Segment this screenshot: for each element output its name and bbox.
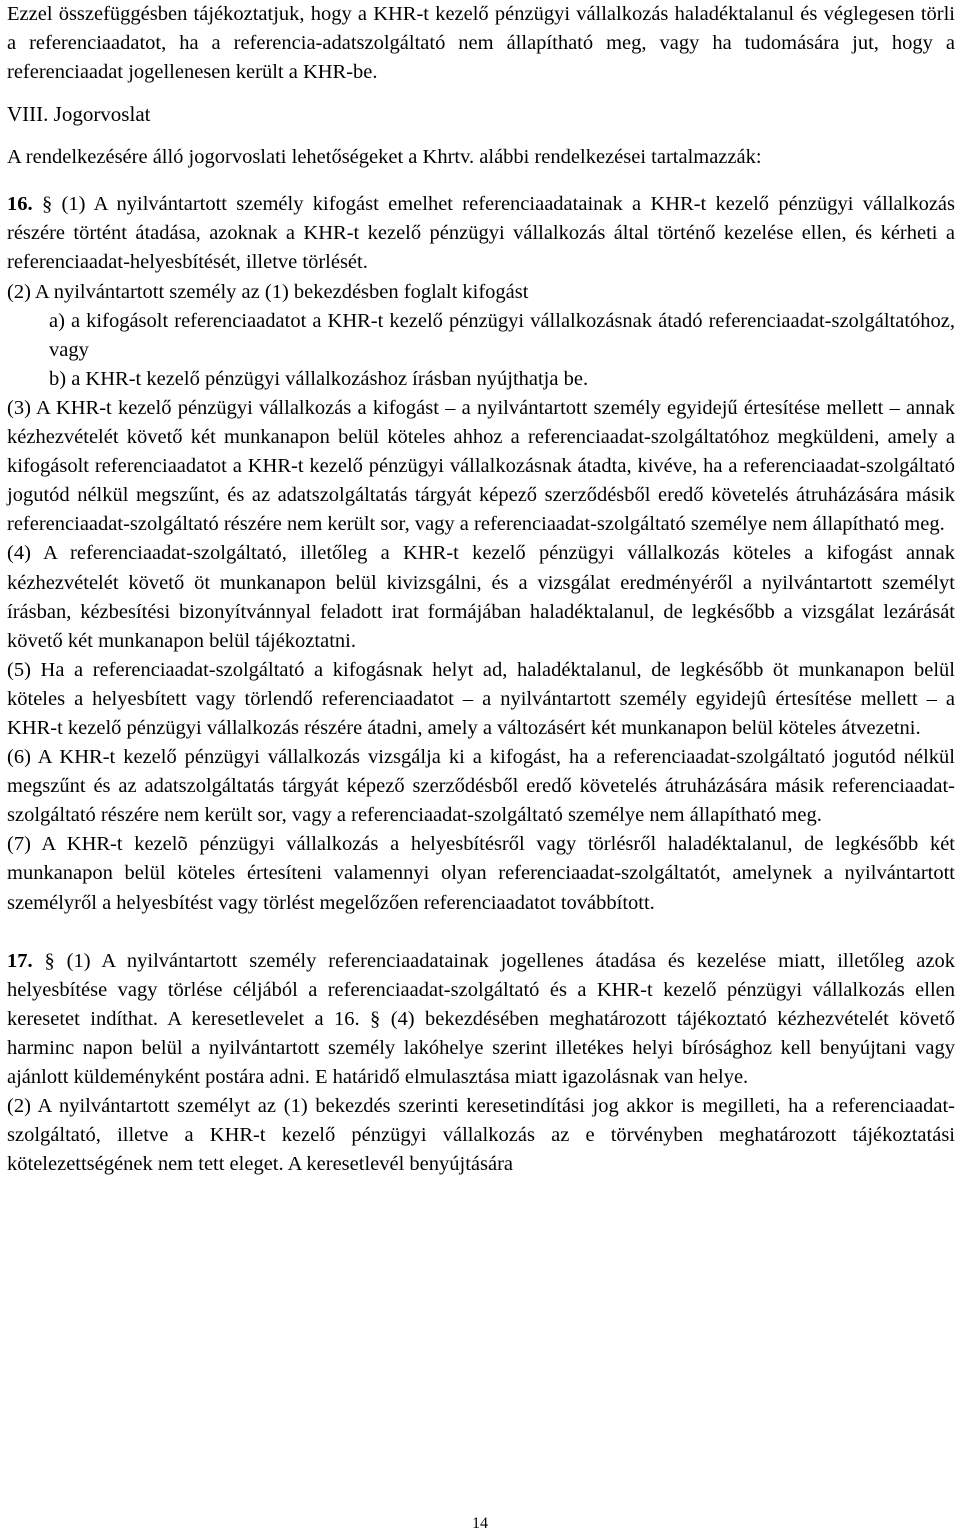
section-16-paragraph-2a: a) a kifogásolt referenciaadatot a KHR-t kezelő pénzügyi vállalkozásnak átadó referenciaadat-szolgáltatóhoz, vagy — [49, 309, 955, 361]
section-heading: VIII. Jogorvoslat — [7, 102, 151, 127]
section-16-paragraph-7: (7) A KHR-t kezelõ pénzügyi vállalkozás a helyesbítésről vagy törlésről haladéktalanul, de legkésőbb két munkanapon belül köteles értesíteni valamennyi olyan referenciaadat-szolgáltatót, amelynek a nyilvántartott személyről a helyesbítést vagy törlést megelőzően referenciaadatot továbbított. — [7, 833, 955, 914]
section-16-paragraph-2: (2) A nyilvántartott személy az (1) bekezdésben foglalt kifogást — [7, 280, 529, 303]
section-16-paragraph-4: (4) A referenciaadat-szolgáltató, illetőleg a KHR-t kezelő pénzügyi vállalkozás köteles a kifogást annak kézhezvételét követő öt munkanapon belül kivizsgálni, és a vizsgálat eredményéről a nyilvántartott személyt írásban, kézbesítési bizonyítvánnyal feladott irat formájában haladéktalanul, de legkésőbb a vizsgálat lezárását követő két munkanapon belül tájékoztatni. — [7, 542, 955, 652]
section-17-paragraph-2: (2) A nyilvántartott személyt az (1) bekezdés szerinti keresetindítási jog akkor is megilleti, ha a referenciaadat-szolgáltató, illetve a KHR-t kezelő pénzügyi vállalkozás az e törvényben meghatározott tájékoztatási kötelezettségének nem tett eleget. A keresetlevél benyújtására — [7, 1095, 955, 1176]
section-16-paragraph-1-text: § (1) A nyilvántartott személy kifogást emelhet referenciaadatainak a KHR-t kezelő pénzügyi vállalkozás részére történt átadása, azoknak a KHR-t kezelő pénzügyi vállalkozás által történő kezelése ellen, és kérheti a referenciaadat-helyesbítését, illetve törlését. — [7, 193, 955, 274]
section-17-paragraph-1 — [7, 947, 955, 1092]
section-16-paragraph-6: (6) A KHR-t kezelő pénzügyi vállalkozás vizsgálja ki a kifogást, ha a referenciaadat-szolgáltató jogutód nélkül megszűnt és az adatszolgáltatás tárgyát képező szerződésből eredő követelés átruházására másik referenciaadat-szolgáltató részére nem került sor, vagy a referenciaadat-szolgáltató személye nem állapítható meg. — [7, 746, 955, 827]
intro-paragraph: Ezzel összefüggésben tájékoztatjuk, hogy a KHR-t kezelő pénzügyi vállalkozás haladéktalanul és véglegesen törli a referenciaadatot, ha a referencia-adatszolgáltató nem állapítható meg, vagy ha tudomására jut, hogy a referenciaadat jogellenesen került a KHR-be. — [7, 3, 955, 84]
section-16-paragraph-2b: b) a KHR-t kezelő pénzügyi vállalkozáshoz írásban nyújthatja be. — [49, 367, 589, 390]
section-16 — [7, 190, 955, 917]
section-17-paragraph-1-text: § (1) A nyilvántartott személy referenciaadatainak jogellenes átadása és kezelése miatt, illetőleg azok helyesbítése vagy törlése céljából a referenciaadat-szolgáltató és a KHR-t kezelő pénzügyi vállalkozás ellen keresetet indíthat. A keresetlevelet a 16. § (4) bekezdésében meghatározott tájékoztató kézhezvételét követő harminc napon belül a nyilvántartott személy lakóhelye szerint illetékes helyi bírósághoz kell benyújtani vagy ajánlott küldeményként postára adni. E határidő elmulasztása miatt igazolásnak van helye. — [7, 949, 955, 1088]
page-number: 14 — [472, 1515, 488, 1532]
section-16-paragraph-5: (5) Ha a referenciaadat-szolgáltató a kifogásnak helyt ad, haladéktalanul, de legkésőbb öt munkanapon belül köteles a helyesbített vagy törlendő referenciaadatot – a nyilvántartott személy egyidejû értesítése mellett – a KHR-t kezelő pénzügyi vállalkozás részére átadni, amely a változásért két munkanapon belül köteles átvezetni. — [7, 658, 955, 739]
section-17 — [7, 947, 955, 1180]
section-16-paragraph-1 — [7, 190, 955, 277]
section-16-paragraph-3: (3) A KHR-t kezelő pénzügyi vállalkozás a kifogást – a nyilvántartott személy egyidejű értesítése mellett – annak kézhezvételét követő két munkanapon belül köteles ahhoz a referenciaadat-szolgáltatóhoz megküldeni, amely a kifogásolt referenciaadatot a KHR-t kezelő pénzügyi vállalkozásnak átadta, kivéve, ha a referenciaadat-szolgáltató jogutód nélkül megszűnt, és az adatszolgáltatás tárgyát képező szerződésből eredő követelés átruházására másik referenciaadat-szolgáltató részére nem került sor, vagy a referenciaadat-szolgáltató személye nem állapítható meg. — [7, 396, 955, 536]
section-17-number: 17. — [7, 949, 33, 972]
section-intro: A rendelkezésére álló jogorvoslati lehetőségeket a Khrtv. alábbi rendelkezései tartalmazzák: — [7, 146, 762, 169]
section-16-number: 16. — [7, 193, 33, 216]
document-page — [7, 0, 955, 1179]
